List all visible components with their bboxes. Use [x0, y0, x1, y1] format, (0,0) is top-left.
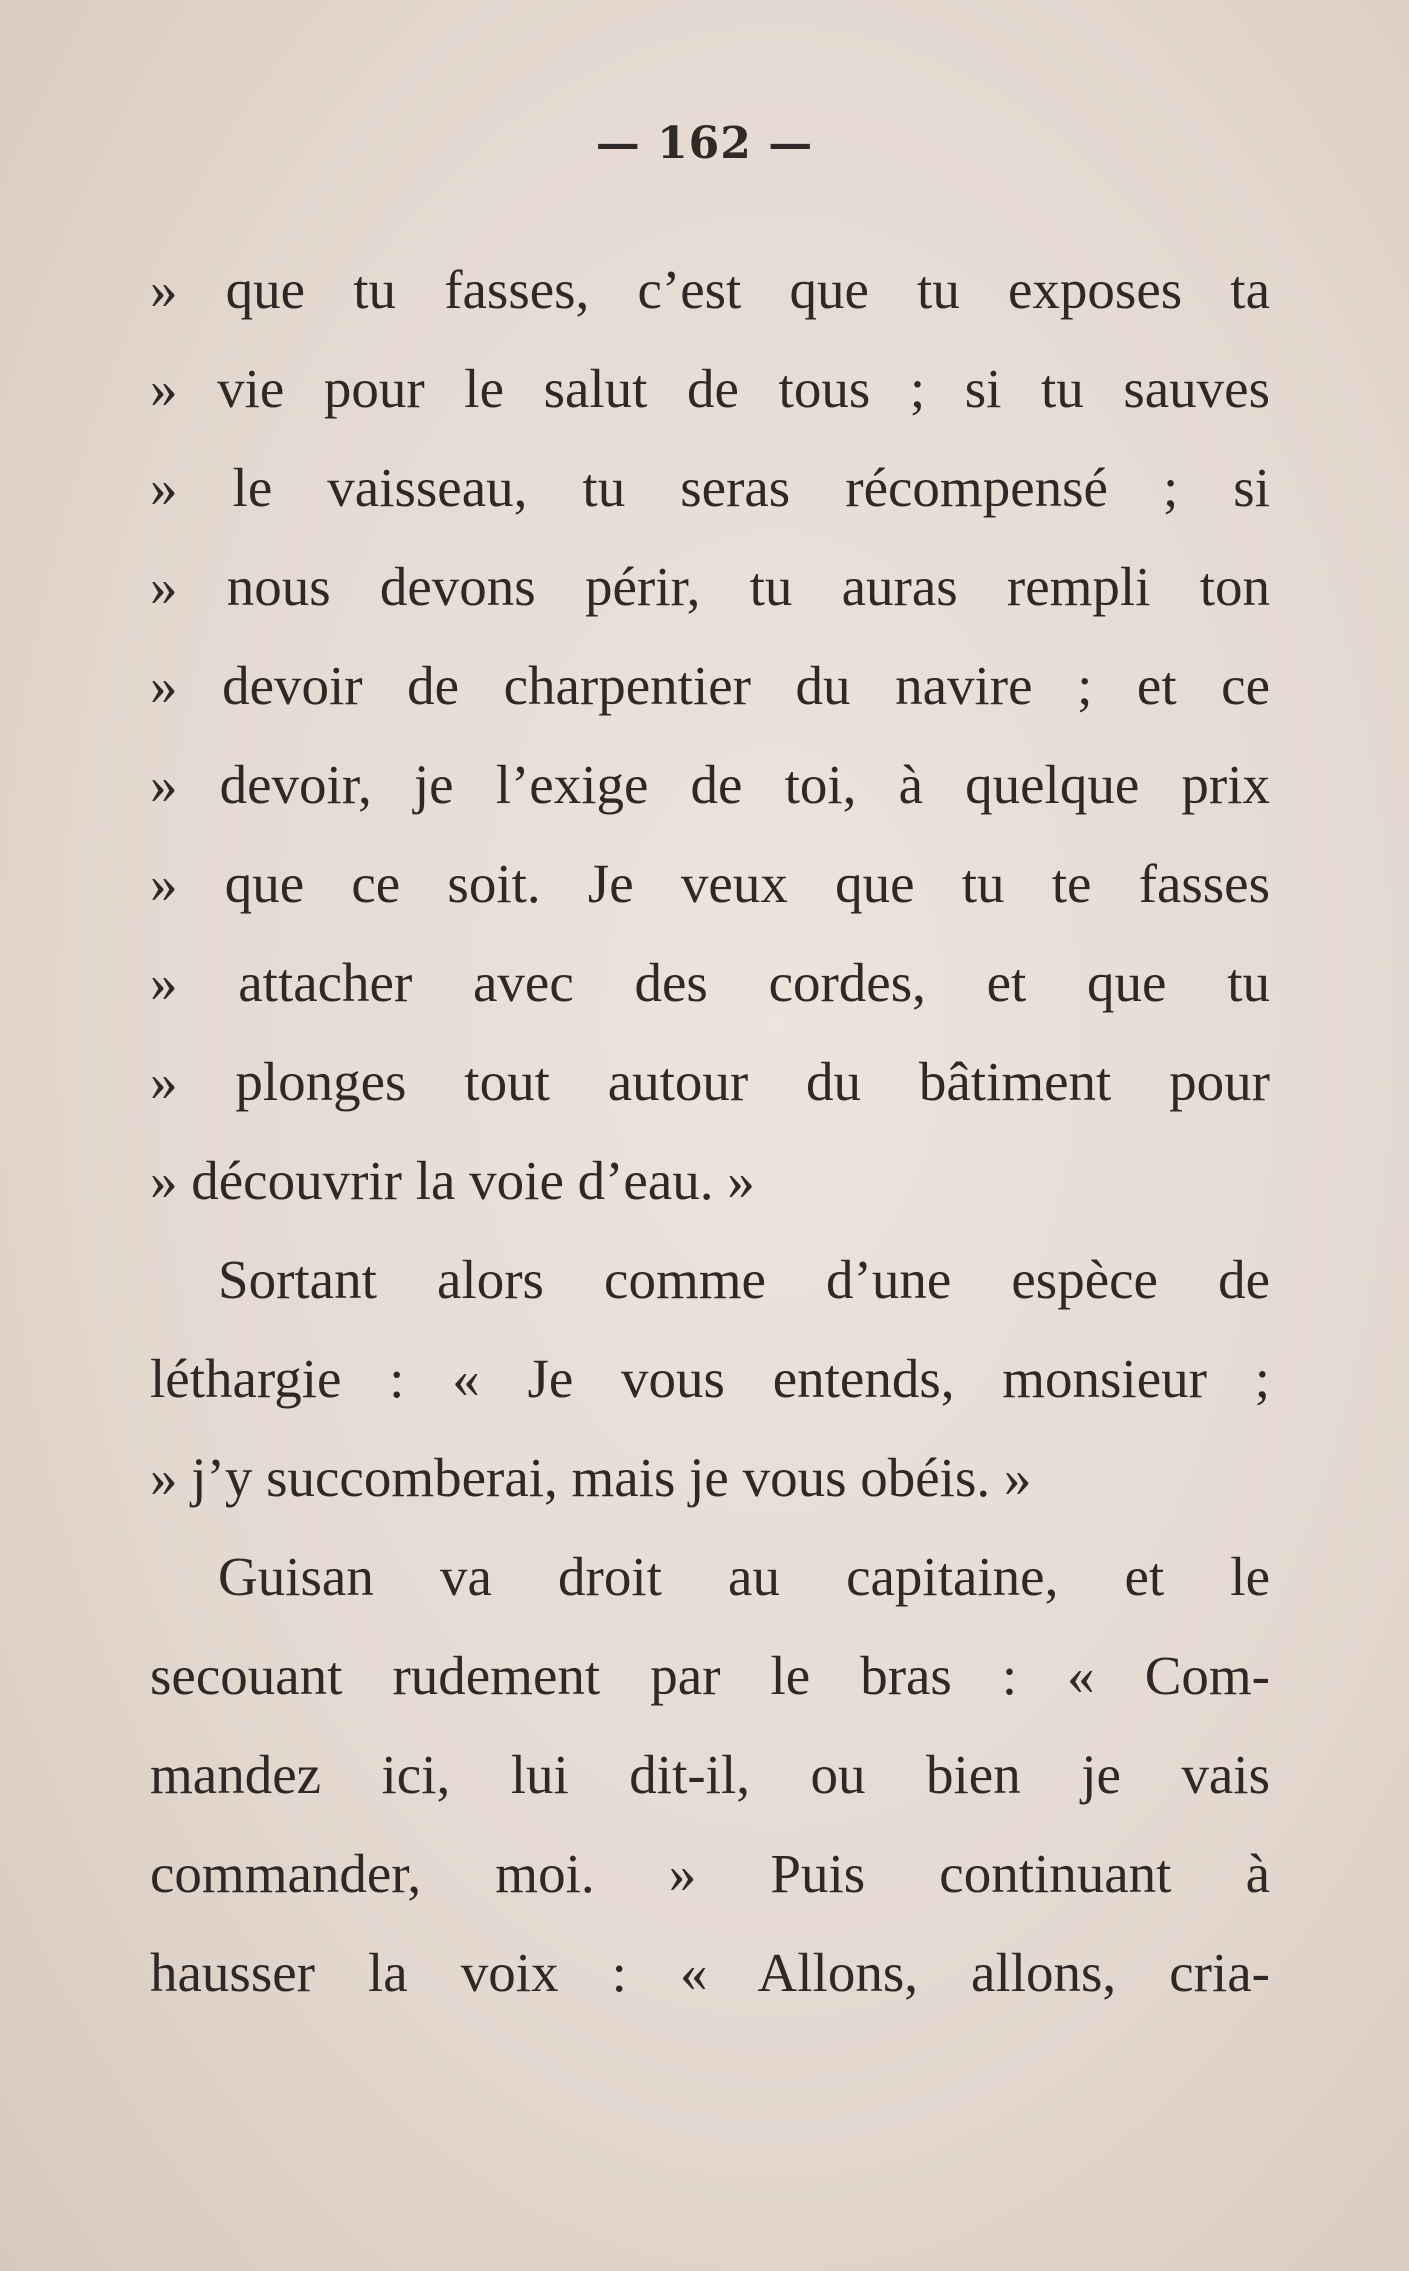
paragraph-start-line: Sortant alors comme d’une espèce de	[218, 1249, 1270, 1310]
paragraph-start-line: Guisan va droit au capitaine, et le	[218, 1546, 1270, 1607]
text-line: » devoir, je l’exige de toi, à quelque prix	[150, 754, 1270, 815]
text-line: léthargie : « Je vous entends, monsieur ;	[150, 1348, 1270, 1409]
text-line: » devoir de charpentier du navire ; et ce	[150, 655, 1270, 716]
text-line: mandez ici, lui dit-il, ou bien je vais	[150, 1744, 1270, 1805]
text-line: » attacher avec des cordes, et que tu	[150, 952, 1270, 1013]
text-line: hausser la voix : « Allons, allons, cria-	[150, 1942, 1270, 2003]
text-line: » le vaisseau, tu seras récompensé ; si	[150, 457, 1270, 518]
page-number: — 162 —	[595, 118, 814, 169]
text-line: secouant rudement par le bras : « Com-	[150, 1645, 1270, 1706]
text-line: commander, moi. » Puis continuant à	[150, 1843, 1270, 1904]
text-line: » j’y succomberai, mais je vous obéis. »	[150, 1447, 1032, 1508]
text-line: » que tu fasses, c’est que tu exposes ta	[150, 259, 1270, 320]
text-line: » nous devons périr, tu auras rempli ton	[150, 556, 1270, 617]
text-line: » que ce soit. Je veux que tu te fasses	[150, 853, 1270, 914]
body-text	[150, 240, 1270, 2022]
text-line: » découvrir la voie d’eau. »	[150, 1150, 755, 1211]
text-line: » plonges tout autour du bâtiment pour	[150, 1051, 1270, 1112]
text-line: » vie pour le salut de tous ; si tu sauves	[150, 358, 1270, 419]
